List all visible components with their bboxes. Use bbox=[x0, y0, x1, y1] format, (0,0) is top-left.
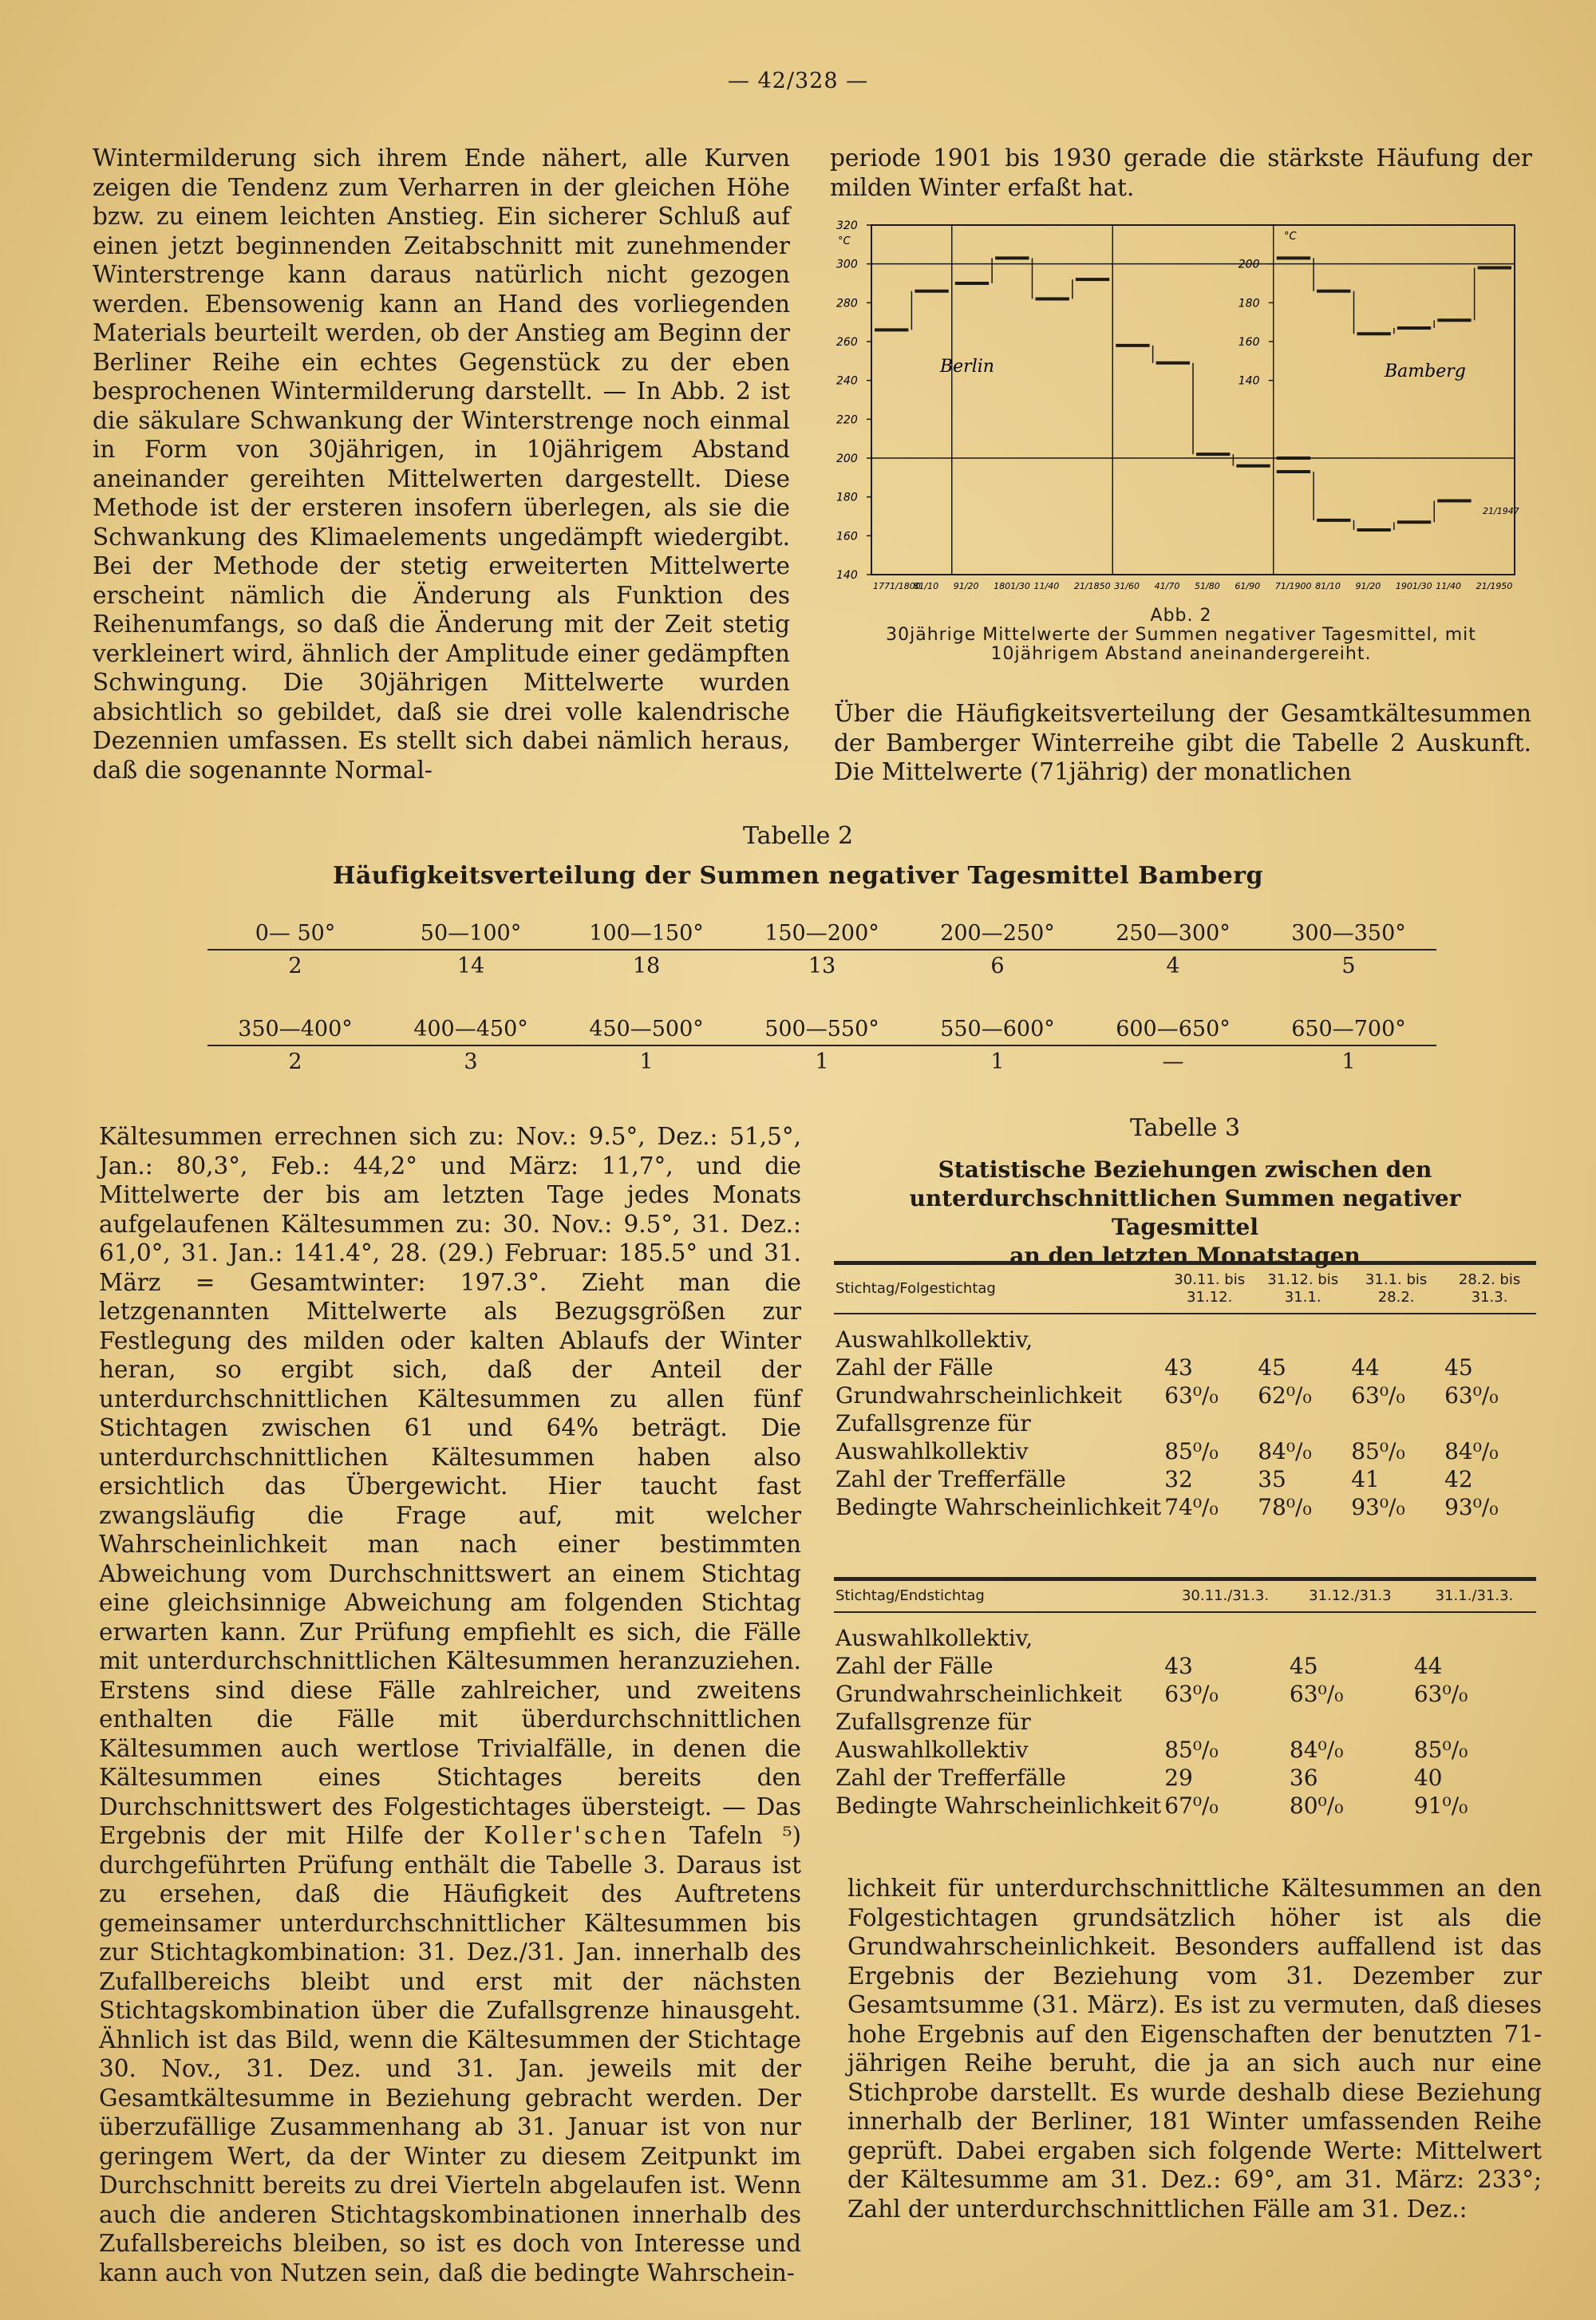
unit-label-left: °C bbox=[838, 235, 851, 247]
table-cell: 40 bbox=[1413, 1765, 1443, 1791]
y-tick-label: 320 bbox=[836, 220, 858, 232]
table-cell: 84⁰/₀ bbox=[1258, 1438, 1312, 1464]
heading-line: Statistische Beziehungen zwischen den bbox=[938, 1156, 1432, 1183]
y-tick-label: 280 bbox=[836, 297, 858, 310]
row-label: Auswahlkollektiv, bbox=[836, 1326, 1033, 1353]
text-column-top-right bbox=[830, 144, 1532, 202]
row-label: Zufallsgrenze für bbox=[836, 1709, 1031, 1735]
table-cell: 62⁰/₀ bbox=[1258, 1382, 1312, 1409]
table-cell: 35 bbox=[1258, 1466, 1286, 1492]
column-header: 30.11./31.3. bbox=[1163, 1579, 1288, 1613]
y-tick-label: 240 bbox=[836, 374, 858, 388]
range-cell: 350—400° bbox=[207, 1014, 383, 1045]
x-tick-label: 1771/1800 bbox=[873, 581, 921, 591]
table-cell bbox=[1412, 1708, 1536, 1736]
y-tick-label: 140 bbox=[1238, 374, 1260, 388]
y-tick-label: 180 bbox=[836, 491, 858, 504]
column-header: 31.1. bis 28.2. bbox=[1349, 1263, 1443, 1314]
table-cell bbox=[1349, 1326, 1443, 1354]
text-column-bottom-right bbox=[847, 1874, 1542, 2223]
range-cell: 50—100° bbox=[383, 918, 559, 950]
table-cell bbox=[1349, 1409, 1443, 1437]
table-cell: 36 bbox=[1289, 1765, 1318, 1791]
table-row bbox=[834, 1624, 1536, 1652]
table-cell: 78⁰/₀ bbox=[1258, 1494, 1312, 1520]
y-tick-label: 140 bbox=[836, 569, 858, 582]
x-tick-label: 41/70 bbox=[1154, 581, 1180, 591]
table-cell: 32 bbox=[1164, 1466, 1193, 1492]
table-cell: 63⁰/₀ bbox=[1413, 1681, 1468, 1707]
row-label: Grundwahrscheinlichkeit bbox=[836, 1681, 1122, 1707]
table2-label: Tabelle 2 bbox=[742, 822, 854, 850]
table-cell: 93⁰/₀ bbox=[1351, 1494, 1405, 1520]
row-label: Zahl der Fälle bbox=[836, 1653, 994, 1679]
column-header: 31.12. bis 31.1. bbox=[1256, 1263, 1349, 1314]
figure-caption bbox=[830, 607, 1532, 664]
heading-line: unterdurchschnittlichen Summen negativer Tagesmittel bbox=[909, 1185, 1461, 1240]
row-label: Auswahlkollektiv bbox=[836, 1438, 1029, 1464]
table-cell: 85⁰/₀ bbox=[1351, 1438, 1405, 1464]
column-header: Stichtag/Folgestichtag bbox=[834, 1263, 1163, 1314]
heading-line: an den letzten Monatstagen bbox=[1009, 1243, 1361, 1269]
count-cell: 4 bbox=[1166, 954, 1180, 978]
x-tick-label: 91/20 bbox=[1355, 581, 1381, 591]
table2-block bbox=[207, 918, 1436, 982]
table-cell: 84⁰/₀ bbox=[1289, 1737, 1344, 1763]
table-row bbox=[834, 1680, 1536, 1708]
count-cell: 1 bbox=[990, 1049, 1005, 1074]
column-header: 30.11. bis 31.12. bbox=[1163, 1263, 1256, 1314]
table-cell: 63⁰/₀ bbox=[1164, 1681, 1219, 1707]
table-cell: 42 bbox=[1444, 1466, 1473, 1492]
caption-line: 30jährige Mittelwerte der Summen negativer Tagesmittel, mit bbox=[886, 625, 1476, 645]
table-cell: 41 bbox=[1351, 1466, 1380, 1492]
count-cell: 3 bbox=[464, 1049, 478, 1074]
table-cell: 80⁰/₀ bbox=[1289, 1792, 1344, 1819]
table-row bbox=[834, 1326, 1536, 1354]
table-cell bbox=[1163, 1708, 1288, 1736]
table2-block bbox=[207, 1014, 1436, 1077]
table-cell: 93⁰/₀ bbox=[1444, 1494, 1499, 1520]
unit-label-right: °C bbox=[1284, 231, 1297, 243]
table-row bbox=[834, 1465, 1536, 1493]
table-cell: 43 bbox=[1164, 1354, 1193, 1381]
table-cell: 63⁰/₀ bbox=[1351, 1382, 1405, 1409]
paragraph bbox=[99, 1122, 801, 2287]
y-tick-label: 220 bbox=[836, 413, 858, 427]
column-header: 31.12./31.3 bbox=[1288, 1579, 1412, 1613]
table-cell bbox=[1163, 1624, 1288, 1652]
table-cell: 43 bbox=[1164, 1653, 1193, 1679]
row-label: Zufallsgrenze für bbox=[836, 1410, 1031, 1437]
y-tick-label: 180 bbox=[1238, 297, 1260, 310]
row-label: Zahl der Fälle bbox=[836, 1354, 994, 1381]
table-cell bbox=[1256, 1409, 1349, 1437]
table-cell: 85⁰/₀ bbox=[1413, 1737, 1468, 1763]
count-cell: 1 bbox=[815, 1049, 829, 1074]
count-cell: 6 bbox=[990, 954, 1005, 978]
table2-heading: Häufigkeitsverteilung der Summen negativer Tagesmittel Bamberg bbox=[333, 862, 1263, 890]
table-cell: 45 bbox=[1289, 1653, 1318, 1679]
count-cell: 2 bbox=[288, 954, 302, 978]
row-label: Bedingte Wahrscheinlichkeit bbox=[836, 1792, 1162, 1819]
range-cell: 100—150° bbox=[559, 918, 734, 950]
table-row bbox=[834, 1652, 1536, 1680]
x-tick-label: 81/10 bbox=[1315, 581, 1341, 591]
text-column-top-left bbox=[93, 144, 790, 788]
count-cell: 2 bbox=[288, 1049, 302, 1074]
table-cell bbox=[1412, 1624, 1536, 1652]
row-label: Zahl der Trefferfälle bbox=[836, 1765, 1066, 1791]
x-tick-label: 31/60 bbox=[1114, 581, 1140, 591]
table3-part-a bbox=[834, 1261, 1536, 1521]
table3-part-b bbox=[834, 1577, 1536, 1820]
table-cell bbox=[1443, 1326, 1536, 1354]
count-cell: — bbox=[1162, 1049, 1184, 1074]
range-cell: 650—700° bbox=[1261, 1014, 1436, 1045]
step-chart bbox=[830, 220, 1532, 595]
table-cell: 91⁰/₀ bbox=[1413, 1792, 1468, 1819]
paragraph: lichkeit für unterdurchschnittliche Kältesummen an den Folgestichtagen grundsätzlich höher ist als die Grundwahrscheinlichkeit. Besonders auffallend ist das Ergebnis der Beziehung vom 31. Dezember zur Gesamtsumme (31. März). Es ist zu vermuten, daß dieses hohe Ergebnis auf den Eigenschaften der benutzten 71-jährigen Reihe beruht, die ja an sich auch nur eine Stichprobe darstellt. Es wurde deshalb diese Beziehung innerhalb der Berliner, 181 Winter umfassenden Reihe geprüft. Dabei ergaben sich folgende Werte: Mittelwert der Kältesumme am 31. Dez.: 69°, am 31. März: 233°; Zahl der unterdurchschnittlichen Fälle am 31. Dez.: bbox=[847, 1875, 1542, 2223]
y-tick-label: 200 bbox=[1238, 258, 1260, 271]
count-cell: 18 bbox=[632, 954, 661, 978]
paragraph: periode 1901 bis 1930 gerade die stärkste Häufung der milden Winter erfaßt hat. bbox=[830, 144, 1532, 201]
table-row bbox=[834, 1792, 1536, 1820]
row-label: Zahl der Trefferfälle bbox=[836, 1466, 1066, 1492]
table-cell bbox=[1288, 1708, 1412, 1736]
table-row bbox=[834, 1409, 1536, 1437]
y-tick-label: 160 bbox=[1238, 336, 1260, 349]
table-cell: 29 bbox=[1164, 1765, 1193, 1791]
table-row bbox=[834, 1736, 1536, 1764]
table3-label: Tabelle 3 bbox=[1129, 1114, 1241, 1142]
text-run: Tafeln ⁵) durchgeführten Prüfung enthält die Tabelle 3. Daraus ist zu ersehen, daß die Häufigkeit des Auftretens gemeinsamer unterdurchschnittlicher Kältesummen bis zur Stichtagkombination: 31. Dez./31. Jan. innerhalb des Zufallbereichs bleibt und erst mit der nächsten Stichtagskombination über die Zufallsgrenze hinausgeht. Ähnlich ist das Bild, wenn die Kältesummen der Stichtage 30. Nov., 31. Dez. und 31. Jan. jeweils mit der Gesamtkältesumme in Beziehung gebracht werden. Der überzufällige Zusammenhang ab 31. Januar ist von nur geringem Wert, da der Winter zu diesem Zeitpunkt im Durchschnitt bereits zu drei Vierteln abgelaufen ist. Wenn auch die anderen Stichtagskombinationen innerhalb des Zufallsbereichs bleiben, so ist es doch von Interesse und kann auch von Nutzen sein, daß die bedingte Wahrschein- bbox=[99, 1822, 801, 2286]
column-header: Stichtag/Endstichtag bbox=[834, 1579, 1163, 1613]
count-cell: 14 bbox=[456, 954, 485, 978]
table-row bbox=[834, 1354, 1536, 1381]
column-header: 31.1./31.3. bbox=[1412, 1579, 1536, 1613]
range-cell: 550—600° bbox=[910, 1014, 1085, 1045]
table-cell: 45 bbox=[1444, 1354, 1473, 1381]
range-cell: 500—550° bbox=[734, 1014, 910, 1045]
text-column-bottom-left bbox=[99, 1122, 801, 2286]
count-cell: 5 bbox=[1341, 954, 1356, 978]
row-label: Bedingte Wahrscheinlichkeit bbox=[836, 1494, 1162, 1520]
table-row bbox=[834, 1493, 1536, 1521]
range-cell: 300—350° bbox=[1261, 918, 1436, 950]
row-label: Grundwahrscheinlichkeit bbox=[836, 1382, 1122, 1409]
y-tick-label: 160 bbox=[836, 530, 858, 543]
table-cell: 67⁰/₀ bbox=[1164, 1792, 1219, 1819]
page-number: — 42/328 — bbox=[727, 69, 869, 93]
table-row bbox=[834, 1437, 1536, 1465]
caption-label: Abb. 2 bbox=[1150, 606, 1212, 626]
table-cell bbox=[1163, 1326, 1256, 1354]
range-cell: 400—450° bbox=[383, 1014, 559, 1045]
x-tick-label: 1801/30 bbox=[994, 581, 1030, 591]
table-cell: 63⁰/₀ bbox=[1289, 1681, 1344, 1707]
y-tick-label: 260 bbox=[836, 336, 858, 349]
author-name: Koller'schen bbox=[484, 1822, 670, 1849]
x-tick-label: 11/40 bbox=[1033, 581, 1060, 591]
table-cell: 63⁰/₀ bbox=[1164, 1382, 1219, 1409]
column-header: 28.2. bis 31.3. bbox=[1443, 1263, 1536, 1314]
table-cell: 84⁰/₀ bbox=[1444, 1438, 1499, 1464]
paragraph: Über die Häufigkeitsverteilung der Gesamtkältesummen der Bamberger Winterreihe gibt die Tabelle 2 Auskunft. Die Mittelwerte (71jährig) der monatlichen bbox=[834, 700, 1531, 785]
x-tick-label: 21/1950 bbox=[1476, 581, 1513, 591]
x-tick-label: 71/1900 bbox=[1274, 581, 1312, 591]
table3-heading bbox=[834, 1156, 1536, 1271]
range-cell: 450—500° bbox=[559, 1014, 734, 1045]
text-column-right-after-figure bbox=[834, 699, 1531, 787]
x-tick-label: 21/1850 bbox=[1073, 581, 1111, 591]
end-label: 21/1947 bbox=[1483, 506, 1519, 516]
table-cell bbox=[1163, 1409, 1256, 1437]
range-cell: 0— 50° bbox=[207, 918, 383, 950]
bamberg-label: Bamberg bbox=[1385, 362, 1466, 381]
table-cell bbox=[1443, 1409, 1536, 1437]
range-cell: 250—300° bbox=[1085, 918, 1261, 950]
x-tick-label: 61/90 bbox=[1235, 581, 1261, 591]
range-cell: 150—200° bbox=[734, 918, 910, 950]
count-cell: 13 bbox=[808, 954, 836, 978]
paragraph: Wintermilderung sich ihrem Ende nähert, alle Kurven zeigen die Tendenz zum Verharren in der gleichen Höhe bzw. zu einem leichten Anstieg. Ein sicherer Schluß auf einen jetzt beginnenden Zeitabschnitt mit zunehmender Winterstrenge kann daraus natürlich nicht gezogen werden. Ebensowenig kann an Hand des vorliegenden Materials beurteilt werden, ob der Anstieg am Beginn der Berliner Reihe ein echtes Gegenstück zu der eben besprochenen Wintermilderung darstellt. — In Abb. 2 ist die säkulare Schwankung der Winterstrenge noch einmal in Form von 30jährigen, in 10jährigem Abstand aneinander gereihten Mittelwerten dargestellt. Diese Methode ist der ersteren insofern überlegen, als sie die Schwankung des Klimaelements ungedämpft wiedergibt. Bei der Methode der stetig erweiterten Mittelwerte erscheint nämlich die Änderung als Funktion des Reihenumfangs, so daß die Änderung mit der Zeit stetig verkleinert wird, ähnlich der Amplitude einer gedämpften Schwingung. Die 30jährigen Mittelwerte wurden absichtlich so gebildet, daß sie drei volle kalendrische Dezennien umfassen. Es stellt sich dabei nämlich heraus, daß die sogenannte Normal- bbox=[93, 144, 790, 784]
row-label: Auswahlkollektiv bbox=[836, 1737, 1029, 1763]
table-row bbox=[834, 1764, 1536, 1792]
y-tick-label: 200 bbox=[836, 453, 858, 465]
table-cell: 74⁰/₀ bbox=[1164, 1494, 1219, 1520]
row-label: Auswahlkollektiv, bbox=[836, 1625, 1033, 1651]
table-cell: 63⁰/₀ bbox=[1444, 1382, 1499, 1409]
count-cell: 1 bbox=[1341, 1049, 1356, 1074]
x-tick-label: 1901/30 bbox=[1395, 581, 1432, 591]
table-cell: 44 bbox=[1351, 1354, 1380, 1381]
table-row bbox=[834, 1708, 1536, 1736]
x-tick-label: 51/80 bbox=[1195, 581, 1220, 591]
text-run: Kältesummen errechnen sich zu: Nov.: 9.5°, Dez.: 51,5°, Jan.: 80,3°, Feb.: 44,2° und März: 11,7°, und die Mittelwerte der bis am letzten Tage jedes Monats aufgelaufenen Kältesummen zu: 30. Nov.: 9.5°, 31. Dez.: 61,0°, 31. Jan.: 141.4°, 28. (29.) Februar: 185.5° und 31. März = Gesamtwinter: 197.3°. Zieht man die letzgenannten Mittelwerte als Bezugsgrößen zur Festlegung des milden oder kalten Ablaufs der Winter heran, so ergibt sich, daß der Anteil der unterdurchschnittlichen Kältesummen zu allen fünf Stichtagen zwischen 61 und 64% beträgt. Die unterdurchschnittlichen Kältesummen haben also ersichtlich das Übergewicht. Hier taucht fast zwangsläufig die Frage auf, mit welcher Wahrscheinlichkeit man nach einer bestimmten Abweichung vom Durchschnittswert an einem Stichtag eine gleichsinnige Abweichung am folgenden Stichtag erwarten kann. Zur Prüfung empfiehlt es sich, die Fälle mit unterdurchschnittlichen Kältesummen heranzuziehen. Erstens sind diese Fälle zahlreicher, und zweitens enthalten die Fälle mit überdurchschnittlichen Kältesummen auch wertlose Trivialfälle, in denen die Kältesummen eines Stichtages bereits den Durchschnittswert des Folgestichtages übersteigt. — Das Ergebnis der mit Hilfe der bbox=[99, 1123, 801, 1849]
range-cell: 600—650° bbox=[1085, 1014, 1261, 1045]
berlin-label: Berlin bbox=[940, 357, 994, 377]
table-cell: 45 bbox=[1258, 1354, 1286, 1381]
table-cell bbox=[1288, 1624, 1412, 1652]
table-cell: 85⁰/₀ bbox=[1164, 1737, 1219, 1763]
x-tick-label: 91/20 bbox=[953, 581, 979, 591]
figure-abb-2 bbox=[830, 220, 1532, 595]
range-cell: 200—250° bbox=[910, 918, 1085, 950]
table-cell: 85⁰/₀ bbox=[1164, 1438, 1219, 1464]
y-tick-label: 300 bbox=[836, 258, 858, 271]
table-cell: 44 bbox=[1413, 1653, 1443, 1679]
table-row bbox=[834, 1381, 1536, 1409]
count-cell: 1 bbox=[639, 1049, 654, 1074]
x-tick-label: 81/10 bbox=[913, 581, 939, 591]
x-tick-label: 11/40 bbox=[1436, 581, 1461, 591]
table-cell bbox=[1256, 1326, 1349, 1354]
caption-line: 10jährigem Abstand aneinandergereiht. bbox=[990, 644, 1372, 664]
